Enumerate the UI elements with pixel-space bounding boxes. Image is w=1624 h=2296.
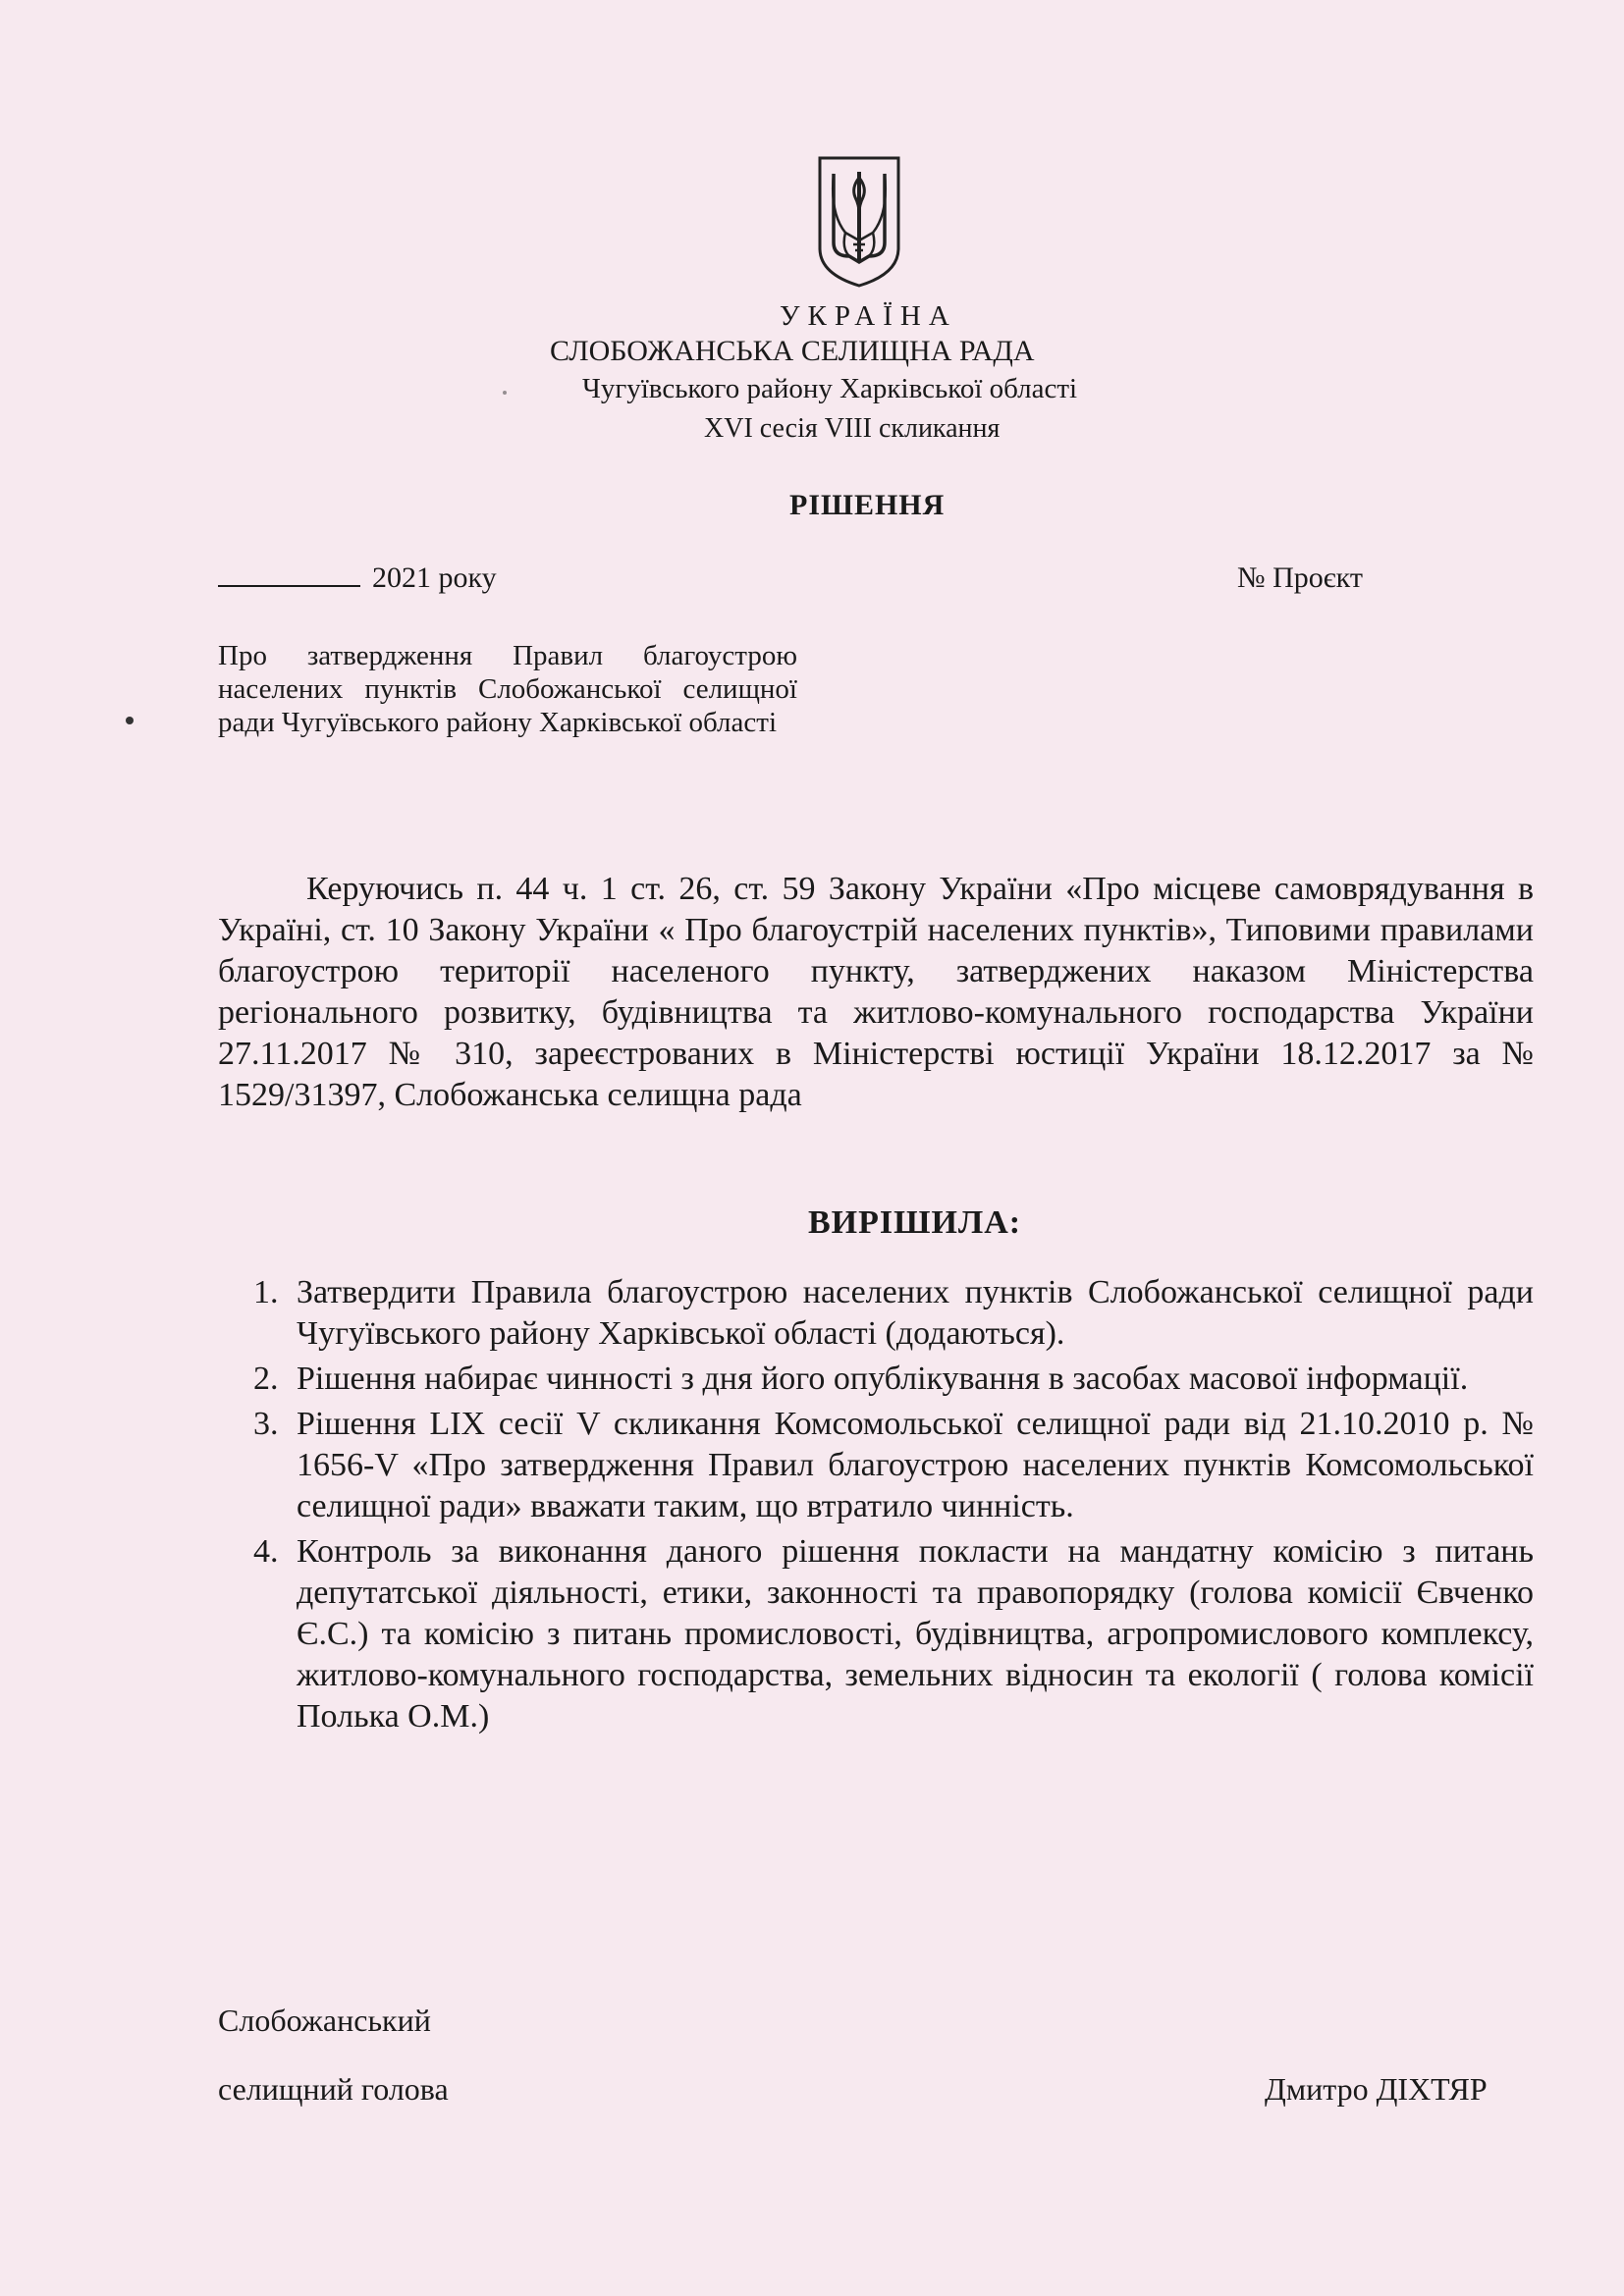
item-text: Контроль за виконання даного рішення покласти на мандатну комісію з питань депутатської діяльності, етики, законності та правопорядку (голова комісії Євченко Є.С.) та комісію з питань промисловості, будівництва, агропромислового комплексу, житлово-комунального господарства, земельних відносин та екології ( голова комісії Полька О.М.): [297, 1533, 1534, 1735]
country-name: УКРАЇНА: [780, 300, 957, 332]
council-name: СЛОБОЖАНСЬКА СЕЛИЩНА РАДА: [550, 335, 1035, 367]
item-text: Рішення LIX сесії V скликання Комсомольської селищної ради від 21.10.2010 р. № 1656-V «Про затвердження Правил благоустрою населених пунктів Комсомольської селищної ради» вважати таким, що втратило чинність.: [297, 1406, 1534, 1524]
decision-items-list: [253, 1272, 1534, 1741]
preamble-paragraph: Керуючись п. 44 ч. 1 ст. 26, ст. 59 Закону України «Про місцеве самоврядування в Україні, ст. 10 Закону України « Про благоустрій населених пунктів», Типовими правилами благоустрою території населеного пункту, затверджених наказом Міністерства регіонального розвитку, будівництва та житлово-комунального господарства України 27.11.2017 № 310, зареєстрованих в Міністерстві юстиції України 18.12.2017 за № 1529/31397, Слобожанська селищна рада: [218, 871, 1534, 1113]
resolved-heading: ВИРІШИЛА:: [808, 1204, 1022, 1241]
date-suffix: 2021 року: [372, 561, 497, 594]
list-item: [253, 1359, 1534, 1400]
date-blank-line: [218, 584, 360, 587]
signature-organization: Слобожанський: [218, 2002, 431, 2038]
document-subject: Про затвердження Правил благоустрою населених пунктів Слобожанської селищної ради Чугуївського району Харківської області: [218, 640, 797, 738]
list-item: [253, 1531, 1534, 1737]
list-item: [253, 1272, 1534, 1355]
signature-role: селищний голова: [218, 2071, 449, 2107]
list-item: [253, 1404, 1534, 1527]
signature-name: Дмитро ДІХТЯР: [1265, 2071, 1488, 2107]
session-line: XVI сесія VIII скликання: [704, 413, 1001, 444]
ukraine-trident-icon: [816, 154, 902, 290]
district-name: Чугуївського району Харківської області: [582, 373, 1078, 404]
scan-speck: [503, 391, 507, 395]
document-number: № Проєкт: [1237, 561, 1363, 594]
item-text: Рішення набирає чинності з дня його опублікування в засобах масової інформації.: [297, 1361, 1469, 1397]
item-number: 1.: [253, 1274, 279, 1310]
item-text: Затвердити Правила благоустрою населених пунктів Слобожанської селищної ради Чугуївського району Харківської області (додаються).: [297, 1274, 1534, 1352]
date-line: [218, 561, 497, 595]
item-number: 4.: [253, 1533, 279, 1570]
item-number: 2.: [253, 1361, 279, 1397]
item-number: 3.: [253, 1406, 279, 1442]
scan-speck: [126, 717, 134, 724]
document-type-title: РІШЕННЯ: [789, 489, 946, 521]
